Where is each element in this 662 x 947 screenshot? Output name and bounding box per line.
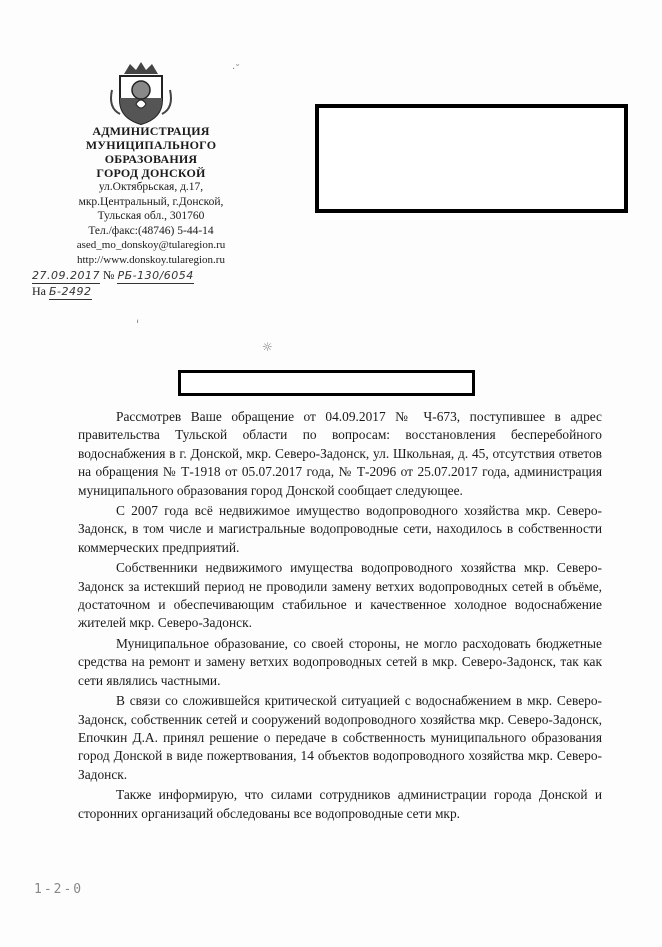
registration-number: РБ-130/6054 bbox=[117, 269, 194, 282]
org-name-line-1: АДМИНИСТРАЦИЯ bbox=[92, 124, 210, 138]
org-name-line-3: ОБРАЗОВАНИЯ bbox=[104, 152, 198, 166]
redacted-addressee-box bbox=[315, 104, 628, 213]
coat-of-arms-emblem bbox=[106, 60, 176, 126]
redacted-salutation-box bbox=[178, 370, 475, 396]
registration-line-incoming bbox=[32, 284, 272, 300]
registration-date: 27.09.2017 bbox=[32, 269, 100, 282]
sender-block bbox=[40, 124, 262, 267]
email: ased_mo_donskoy@tularegion.ru bbox=[76, 239, 226, 251]
margin-mark: 1-2-0 bbox=[34, 882, 84, 897]
body-paragraph: Собственники недвижимого имущества водопроводного хозяйства мкр. Северо-Задонск за истекший период не проводили замену ветхих водопроводных сетей в объёме, достаточном и обеспечивающим стабильное и качественное холодное водоснабжение жителей мкр. Северо-Задонск. bbox=[78, 560, 602, 631]
body-paragraph: В связи со сложившейся критической ситуацией с водоснабжением в мкр. Северо-Задонск, собственник сетей и сооружений водопроводного хозяйства мкр. Северо-Задонск, Епочкин Д.А. принял решение о передаче в собственность муниципального образования город Донской в виде пожертвования, 14 объектов водопроводного хозяйства мкр. Северо-Задонск. bbox=[78, 693, 602, 782]
address-line-2: мкр.Центральный, г.Донской, bbox=[78, 195, 224, 208]
number-label: № bbox=[102, 268, 115, 282]
letter-body bbox=[78, 408, 602, 825]
body-paragraph: С 2007 года всё недвижимое имущество водопроводного хозяйства мкр. Северо-Задонск, в том числе и магистральные водопроводные сети, находилось в собственности коммерческих предприятий. bbox=[78, 503, 602, 555]
scan-speck: ·˘ bbox=[232, 64, 241, 75]
ref-label: На bbox=[32, 284, 46, 298]
address-line-1: ул.Октябрьская, д.17, bbox=[98, 181, 204, 193]
registration-line-outgoing bbox=[32, 268, 272, 284]
org-name-line-2: МУНИЦИПАЛЬНОГО bbox=[85, 138, 217, 152]
body-paragraph: Муниципальное образование, со своей стороны, не могло расходовать бюджетные средства на ремонт и замену ветхих водопроводных сетей в мкр. Северо-Задонск, так как сети являлись частными. bbox=[78, 635, 602, 688]
website: http://www.donskoy.tularegion.ru bbox=[77, 253, 225, 266]
org-name-line-4: ГОРОД ДОНСКОЙ bbox=[96, 166, 206, 180]
scan-speck: ☼ bbox=[262, 340, 273, 354]
body-paragraph: Рассмотрев Ваше обращение от 04.09.2017 № Ч-673, поступившее в адрес правительства Тульской области по вопросам: восстановления бесперебойного водоснабжения в г. Донской, мкр. Северо-Задонск, ул. Школьная, д. 45, отсутствия ответов на обращения № Т-1918 от 05.07.2017 года, № Т-2096 от 25.07.2017 года, администрация муниципального образования город Донской сообщает следующее. bbox=[78, 409, 602, 498]
body-paragraph: Также информирую, что силами сотрудников администрации города Донской и сторонних организаций обследованы все водопроводные сети мкр. bbox=[78, 787, 602, 821]
address-line-3: Тульская обл., 301760 bbox=[97, 210, 205, 222]
phone-fax: Тел./факс:(48746) 5-44-14 bbox=[88, 224, 214, 237]
registration-block bbox=[32, 268, 272, 300]
scan-speck: ˈ bbox=[136, 318, 140, 332]
ref-number: Б-2492 bbox=[49, 285, 92, 298]
